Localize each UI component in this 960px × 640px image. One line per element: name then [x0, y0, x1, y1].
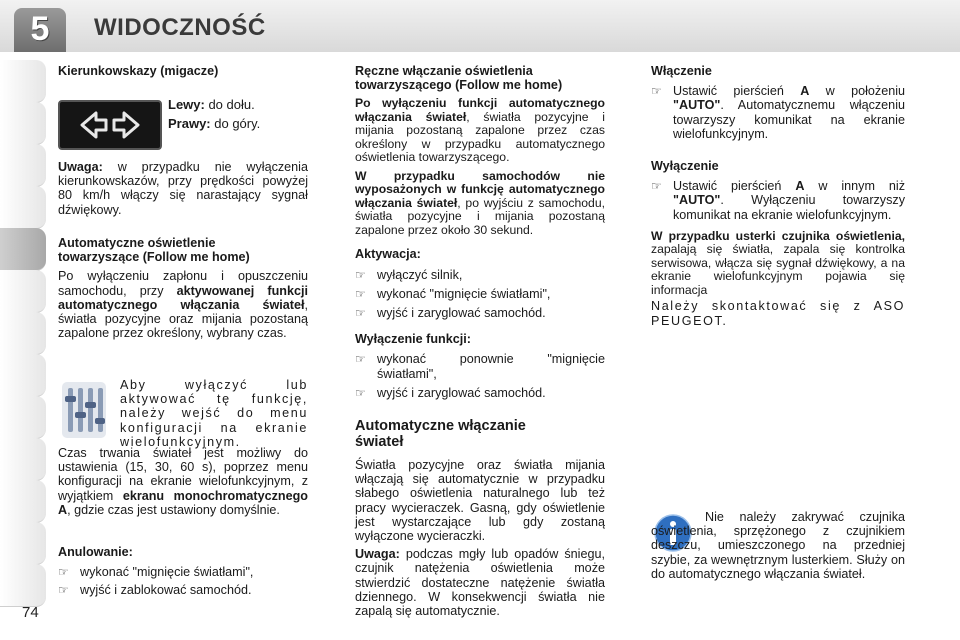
pointing-hand-icon: ☞	[355, 286, 366, 301]
auto-follow-section	[58, 236, 308, 340]
contact-dealer-text: Należy skontaktować się z ASO PEUGEOT.	[651, 299, 905, 328]
list-item: ☞ wyjść i zablokować samochód.	[58, 583, 252, 598]
settings-menu-icon	[62, 382, 106, 438]
left-indicator-line: Lewy: do dołu.	[168, 97, 255, 112]
side-tab	[0, 522, 46, 565]
indicator-warning	[58, 160, 308, 217]
column-3	[651, 64, 905, 328]
side-tab	[0, 564, 46, 607]
pointing-hand-icon: ☞	[355, 352, 366, 367]
warning-label: Uwaga:	[58, 160, 103, 174]
manual-heading-1: Ręczne włączanie oświetlenia	[355, 64, 533, 78]
turn-signal-arrows-icon	[58, 100, 162, 150]
column-2	[355, 64, 605, 618]
cancel-heading: Anulowanie:	[58, 545, 133, 559]
indicator-directions	[168, 95, 308, 133]
auto-follow-paragraph: Po wyłączeniu zapłonu i opuszczeniu samochodu, przy aktywowanej funkcji automatycznego włączania świateł, światła pozycyjne oraz mijania pozostaną zapalone przez określony, wybrany czas.	[58, 269, 308, 341]
page-number: 74	[22, 604, 39, 621]
chapter-number: 5	[30, 10, 50, 48]
duration-paragraph: Czas trwania świateł jest możliwy do ustawienia (15, 30, 60 s), poprzez menu konfiguracji na ekranie wielofunkcyjnym, z wyjątkiem ekranu monochromatycznego A, gdzie czas jest ustawiony domyślnie.	[58, 446, 308, 517]
side-tab	[0, 438, 46, 481]
auto-follow-heading-2: towarzyszące (Follow me home)	[58, 250, 250, 265]
side-tab	[0, 312, 46, 355]
side-tab	[0, 60, 46, 103]
right-indicator-line: Prawy: do góry.	[168, 116, 261, 131]
side-tab-active	[0, 228, 46, 271]
side-tab	[0, 186, 46, 229]
cancel-section	[58, 545, 308, 598]
sensor-fault-paragraph: W przypadku usterki czujnika oświetlenia, zapalają się światła, zapala się kontrolka serwisowa, włącza się sygnał dźwiękowy, a na ekranie wielofunkcyjnym pojawia się informacja	[651, 228, 905, 297]
side-tab	[0, 270, 46, 313]
list-item: ☞ wyłączyć silnik,	[355, 267, 463, 282]
manual-paragraph-2: W przypadku samochodów nie wyposażonych w funkcję automatycznego włączania świateł, po wyjściu z samochodu, światła pozycyjne i mijania pozostaną zapalone przez około 30 sekund.	[355, 168, 605, 237]
list-item: ☞ wyjść i zaryglować samochód.	[355, 306, 546, 321]
side-tab	[0, 396, 46, 439]
list-item: ☞ Ustawić pierścień A w innym niż "AUTO". Wyłączeniu towarzyszy komunikat na ekranie wielofunkcyjnym.	[651, 179, 905, 222]
auto-lights-heading: Automatyczne włączanie świateł	[355, 418, 526, 451]
pointing-hand-icon: ☞	[58, 565, 69, 580]
manual-heading-2: towarzyszącego (Follow me home)	[355, 78, 563, 93]
auto-follow-heading-1: Automatyczne oświetlenie	[58, 236, 216, 250]
on-heading: Włączenie	[651, 64, 712, 78]
off-heading: Wyłączenie	[651, 159, 719, 174]
pointing-hand-icon: ☞	[651, 179, 662, 194]
auto-lights-paragraph: Światła pozycyjne oraz światła mijania włączają się automatycznie w przypadku słabego oświetlenia naturalnego lub też pracy wycieraczek. Gasną, gdy oświetlenie jest wystarczające lub gdy zostaną wyłączone wycieraczki.	[355, 458, 605, 544]
side-tab	[0, 102, 46, 145]
pointing-hand-icon: ☞	[355, 306, 366, 321]
list-item: ☞ wykonać ponownie "mignięcie światłami",	[355, 352, 605, 381]
menu-instructions: Aby wyłączyć lub aktywować tę funkcję, należy wejść do menu konfiguracji na ekranie wielofunkcyjnym.	[120, 378, 308, 449]
pointing-hand-icon: ☞	[58, 583, 69, 598]
pointing-hand-icon: ☞	[355, 385, 366, 400]
info-note: Nie należy zakrywać czujnika oświetlenia, sprzężonego z czujnikiem deszczu, umieszczonego na przedniej szybie, za wewnętrznym lusterkiem. Służy on do automatycznego włączania świateł.	[651, 510, 905, 581]
side-tab	[0, 480, 46, 523]
pointing-hand-icon: ☞	[651, 84, 662, 99]
page-title: WIDOCZNOŚĆ	[94, 14, 266, 41]
duration-section	[58, 446, 308, 517]
auto-lights-note: Uwaga: podczas mgły lub opadów śniegu, czujnik natężenia oświetlenia może stwierdzić dostateczne natężenie światła dziennego. W konsekwencji światła nie zapalą się automatycznie.	[355, 547, 605, 619]
column-1	[58, 64, 308, 78]
list-item: ☞ Ustawić pierścień A w położeniu "AUTO". Automatycznemu włączeniu towarzyszy komunikat na ekranie wielofunkcyjnym.	[651, 84, 906, 141]
side-tab	[0, 354, 46, 397]
activation-heading: Aktywacja:	[355, 247, 421, 262]
warning-text: w przypadku nie wyłączenia kierunkowskazów, przy prędkości powyżej 80 km/h włączy się narastający sygnał dźwiękowy.	[58, 160, 308, 217]
deactivation-heading: Wyłączenie funkcji:	[355, 332, 471, 347]
manual-paragraph-1: Po wyłączeniu funkcji automatycznego włączania świateł, światła pozycyjne i mijania pozostaną zapalone przez czas określony w przypadku automatycznego oświetlenia towarzyszącego.	[355, 96, 606, 165]
list-item: ☞ wykonać "mignięcie światłami",	[355, 286, 551, 301]
pointing-hand-icon: ☞	[355, 267, 366, 282]
list-item: ☞ wykonać "mignięcie światłami",	[58, 565, 254, 580]
side-tab	[0, 144, 46, 187]
indicators-heading: Kierunkowskazy (migacze)	[58, 64, 219, 78]
list-item: ☞ wyjść i zaryglować samochód.	[355, 385, 546, 400]
